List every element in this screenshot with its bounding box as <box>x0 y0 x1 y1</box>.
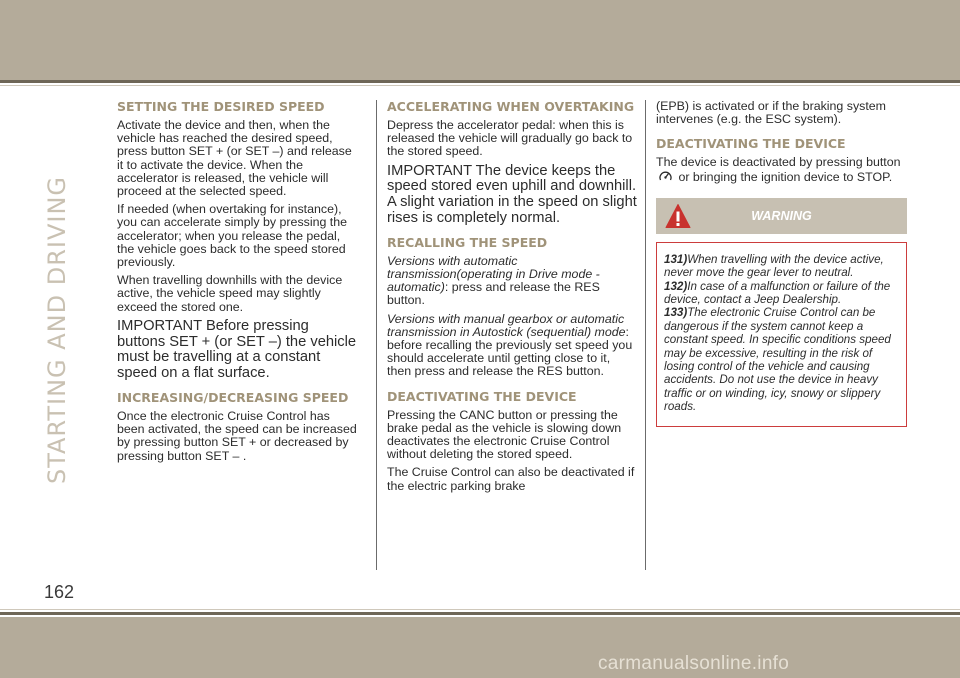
column-divider <box>645 100 646 570</box>
footer-rule <box>0 612 960 615</box>
heading-deactivating-the-device: DEACTIVATING THE DEVICE <box>656 136 846 152</box>
heading-recalling-the-speed: RECALLING THE SPEED <box>387 234 548 250</box>
column-3 <box>656 100 911 427</box>
paragraph: The device is deactivated by pressing button or bringing the ignition device to STOP. <box>656 156 911 185</box>
paragraph: (EPB) is activated or if the braking system intervenes (e.g. the ESC system). <box>656 99 887 127</box>
warning-item: 133)The electronic Cruise Control can be dangerous if the system cannot keep a constant speed. In specific conditions speed may be excessive, resulting in the risk of losing control of the vehicle and causing accidents. Do not use the device in heavy traffic or on winding, icy, snowy or slippery roads. <box>664 306 891 414</box>
column-divider <box>376 100 377 570</box>
heading-accelerating-when-overtaking: ACCELERATING WHEN OVERTAKING <box>387 99 635 114</box>
version-label: Versions with manual gearbox or automatic transmission in Autostick (sequential) mode <box>387 311 626 339</box>
column-1 <box>117 100 357 468</box>
warning-title: WARNING <box>751 208 812 223</box>
paragraph: When travelling downhills with the device active, the vehicle speed may slightly exceed the stored one. <box>117 273 343 314</box>
paragraph: The Cruise Control can also be deactivated if the electric parking brake <box>387 465 635 493</box>
header-band <box>0 0 960 80</box>
warning-item: 131)When travelling with the device active, never move the gear lever to neutral. <box>664 252 884 280</box>
cruise-control-icon <box>658 170 673 186</box>
version-label: Versions with automatic transmission(operating in Drive mode - automatic) <box>387 253 600 295</box>
paragraph: If needed (when overtaking for instance), you can accelerate simply by pressing the accelerator; when you release the pedal, the vehicle goes back to the speed stored previously. <box>117 202 348 270</box>
heading-setting-desired-speed: SETTING THE DESIRED SPEED <box>117 99 325 114</box>
warning-box <box>656 198 907 427</box>
section-side-label: STARTING AND DRIVING <box>43 175 71 485</box>
heading-increasing-decreasing-speed: INCREASING/DECREASING SPEED <box>117 390 349 406</box>
warning-item: 132)In case of a malfunction or failure of the device, contact a Jeep Dealership. <box>664 279 891 307</box>
header-rule <box>0 80 960 83</box>
footer-band <box>0 617 960 678</box>
header-thin-rule <box>0 85 960 86</box>
paragraph: Activate the device and then, when the vehicle has reached the desired speed, press button SET + (or SET –) and release it to activate the device. When the accelerator is released, the vehicle will proceed at the selected speed. <box>117 118 352 199</box>
column-2 <box>387 100 637 498</box>
paragraph: Versions with automatic transmission(operating in Drive mode - automatic): press and release the RES button. <box>387 253 600 308</box>
warning-body <box>656 242 907 427</box>
page-number: 162 <box>44 582 75 602</box>
important-note: IMPORTANT The device keeps the speed stored even uphill and downhill. A slight variation in the speed on slight rises is completely normal. <box>387 162 637 226</box>
important-note: IMPORTANT Before pressing buttons SET + (or SET –) the vehicle must be travelling at a constant speed on a flat surface. <box>117 317 357 382</box>
heading-deactivating-the-device: DEACTIVATING THE DEVICE <box>387 388 577 404</box>
footer-thin-rule <box>0 609 960 610</box>
paragraph: Depress the accelerator pedal: when this is released the vehicle will gradually go back to the stored speed. <box>387 118 633 159</box>
watermark: carmanualsonline.info <box>598 653 790 674</box>
paragraph: Once the electronic Cruise Control has been activated, the speed can be increased by pressing button SET + or decreased by pressing button SET – . <box>117 409 357 463</box>
paragraph: Pressing the CANC button or pressing the brake pedal as the vehicle is slowing down deactivates the electronic Cruise Control without deleting the stored speed. <box>387 407 622 462</box>
paragraph: Versions with manual gearbox or automatic transmission in Autostick (sequential) mode: before recalling the previously set speed you should accelerate until getting close to it, then press and release the RES button. <box>387 311 633 379</box>
warning-header <box>656 198 907 234</box>
